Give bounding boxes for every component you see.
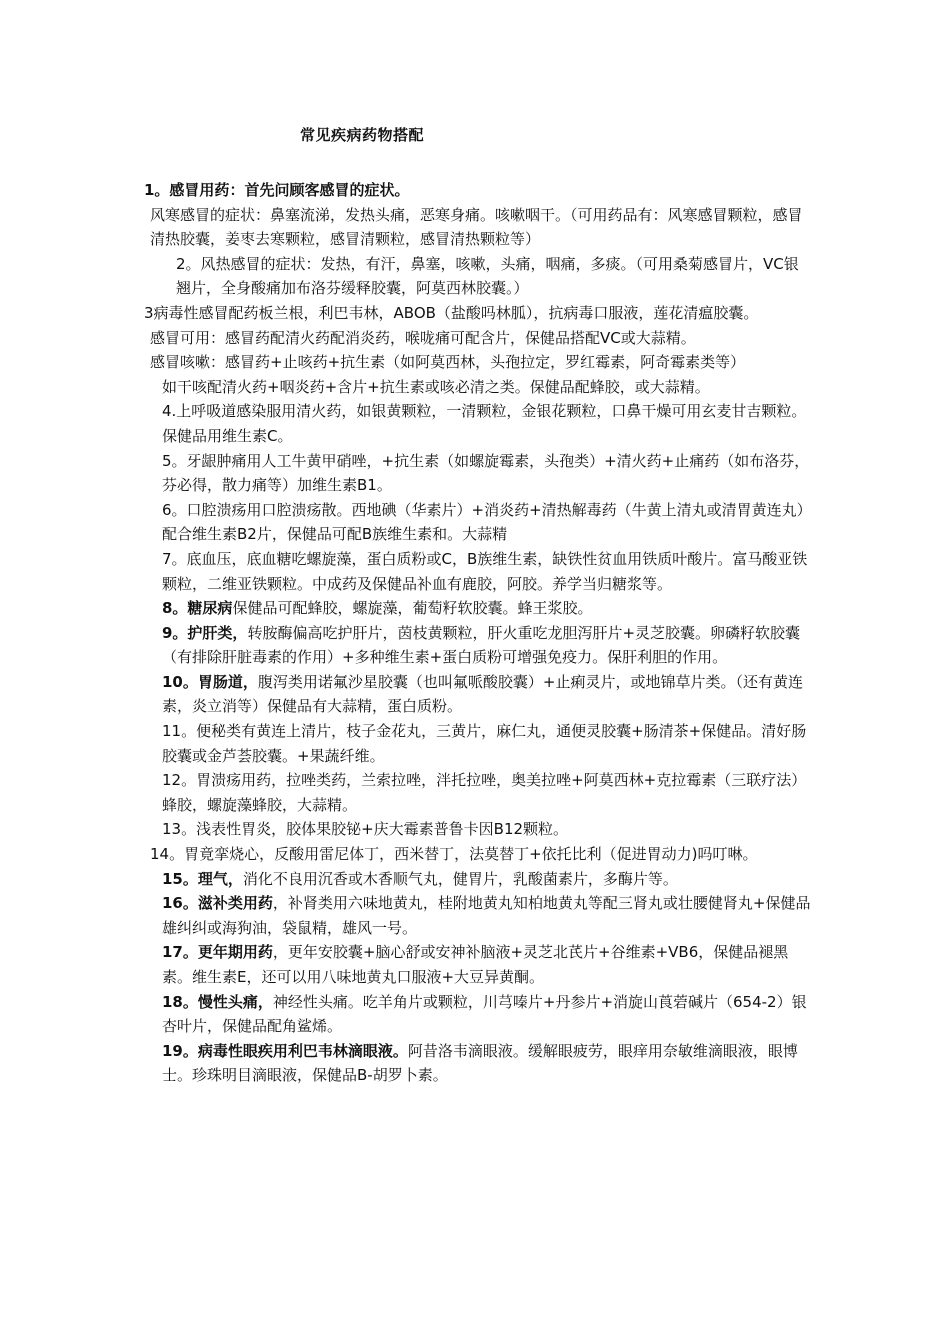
paragraph-text: 2。风热感冒的症状：发热，有汗，鼻塞，咳嗽，头痛，咽痛，多痰。（可用桑菊感冒片，VC银翘片，全身酸痛加布洛芬缓释胶囊，阿莫西林胶囊。） bbox=[176, 254, 799, 298]
paragraph bbox=[144, 768, 812, 817]
paragraph bbox=[144, 621, 812, 670]
paragraph bbox=[144, 449, 812, 498]
paragraph-heading: 8。糖尿病 bbox=[162, 599, 233, 618]
paragraph bbox=[144, 252, 812, 301]
document-title: 常见疾病药物搭配 bbox=[300, 126, 425, 144]
paragraph-heading: 17。更年期用药 bbox=[162, 943, 273, 962]
paragraph bbox=[144, 670, 812, 719]
paragraph bbox=[144, 350, 812, 375]
paragraph-heading: 9。护肝类， bbox=[162, 623, 248, 642]
paragraph-text: 12。胃溃疡用药，拉唑类药，兰索拉唑，泮托拉唑，奥美拉唑+阿莫西林+克拉霉素（三联疗法）蜂胶，螺旋藻蜂胶，大蒜精。 bbox=[162, 771, 807, 814]
paragraph-text: 5。牙龈肿痛用人工牛黄甲硝唑，+抗生素（如螺旋霉素，头孢类）+清火药+止痛药（如布洛芬，芬必得，散力痛等）加维生素B1。 bbox=[162, 451, 810, 495]
paragraph-heading: 18。慢性头痛， bbox=[162, 992, 273, 1011]
paragraph-text: 神经性头痛。吃羊角片或颗粒，川芎嗪片+丹参片+消旋山莨菪碱片（654-2）银杏叶片，保健品配角鲨烯。 bbox=[162, 992, 807, 1036]
paragraph-text: 感冒可用：感冒药配清火药配消炎药，喉咙痛可配含片，保健品搭配VC或大蒜精。 bbox=[150, 328, 696, 347]
paragraph-text: 11。便秘类有黄连上清片，枝子金花丸，三黄片，麻仁丸，通便灵胶囊+肠清茶+保健品。清好肠胶囊或金芦荟胶囊。+果蔬纤维。 bbox=[162, 722, 807, 765]
paragraph bbox=[144, 867, 812, 892]
paragraph bbox=[144, 301, 812, 326]
paragraph bbox=[144, 203, 812, 252]
paragraph-text: 腹泻类用诺氟沙星胶囊（也叫氟哌酸胶囊）+止痢灵片，或地锦草片类。（还有黄连素，炎立消等）保健品有大蒜精，蛋白质粉。 bbox=[162, 672, 803, 716]
paragraph bbox=[144, 1039, 812, 1088]
paragraph-text: 风寒感冒的症状：鼻塞流涕，发热头痛，恶寒身痛。咳嗽咽干。（可用药品有：风寒感冒颗粒，感冒清热胶囊，姜枣去寒颗粒，感冒清颗粒，感冒清热颗粒等） bbox=[150, 205, 803, 249]
paragraph-text: 3病毒性感冒配药板兰根，利巴韦林，ABOB（盐酸吗林胍），抗病毒口服液，莲花清瘟胶囊。 bbox=[144, 303, 759, 322]
paragraph-text: 感冒咳嗽：感冒药+止咳药+抗生素（如阿莫西林，头孢拉定，罗红霉素，阿奇霉素类等） bbox=[150, 353, 746, 372]
paragraph-heading: 1。感冒用药：首先问顾客感冒的症状。 bbox=[144, 181, 410, 199]
paragraph-heading: 15。理气， bbox=[162, 869, 243, 888]
paragraph-heading: 16。滋补类用药 bbox=[162, 894, 273, 913]
document-body bbox=[144, 178, 812, 1088]
paragraph-text: 消化不良用沉香或木香顺气丸，健胃片，乳酸菌素片，多酶片等。 bbox=[242, 869, 678, 888]
paragraph-heading: 19。病毒性眼疾用利巴韦林滴眼液。 bbox=[162, 1041, 408, 1060]
paragraph bbox=[144, 719, 812, 768]
paragraph bbox=[144, 817, 812, 842]
paragraph-text: ，更年安胶囊+脑心舒或安神补脑液+灵芝北芪片+谷维素+VB6，保健品褪黑素。维生素E，还可以用八味地黄丸口服液+大豆异黄酮。 bbox=[162, 943, 789, 986]
paragraph bbox=[144, 178, 812, 203]
paragraph bbox=[144, 547, 812, 596]
paragraph-text: 阿昔洛韦滴眼液。缓解眼疲劳，眼痒用奈敏维滴眼液，眼博士。珍珠明目滴眼液，保健品B-胡罗卜素。 bbox=[162, 1041, 798, 1085]
paragraph-text: 转胺酶偏高吃护肝片，茵枝黄颗粒，肝火重吃龙胆泻肝片+灵芝胶囊。卵磷籽软胶囊（有排除肝脏毒素的作用）+多种维生素+蛋白质粉可增强免疫力。保肝利胆的作用。 bbox=[162, 623, 801, 667]
paragraph bbox=[144, 596, 812, 621]
paragraph-text: 4.上呼吸道感染服用清火药，如银黄颗粒，一清颗粒，金银花颗粒，口鼻干燥可用玄麦甘吉颗粒。保健品用维生素C。 bbox=[162, 402, 807, 445]
paragraph bbox=[144, 399, 812, 448]
paragraph bbox=[144, 326, 812, 351]
paragraph-text: 6。口腔溃疡用口腔溃疡散。西地碘（华素片）+消炎药+清热解毒药（牛黄上清丸或清胃黄连丸）配合维生素B2片，保健品可配B族维生素和。大蒜精 bbox=[162, 500, 812, 544]
paragraph bbox=[144, 990, 812, 1039]
paragraph-text: 保健品可配蜂胶，螺旋藻，葡萄籽软胶囊。蜂王浆胶。 bbox=[232, 599, 593, 618]
paragraph bbox=[144, 498, 812, 547]
paragraph bbox=[144, 940, 812, 989]
paragraph-text: ，补肾类用六味地黄丸，桂附地黄丸知柏地黄丸等配三肾丸或壮腰健肾丸+保健品雄纠纠或海狗油，袋鼠精，雄风一号。 bbox=[162, 894, 811, 937]
paragraph-text: 13。浅表性胃炎，胶体果胶铋+庆大霉素普鲁卡因B12颗粒。 bbox=[162, 820, 569, 839]
paragraph-text: 14。胃竟挛烧心，反酸用雷尼体丁，西米替丁，法莫替丁+依托比利（促进胃动力)吗叮啉。 bbox=[150, 845, 758, 864]
paragraph-text: 如干咳配清火药+咽炎药+含片+抗生素或咳必清之类。保健品配蜂胶，或大蒜精。 bbox=[162, 377, 710, 396]
paragraph bbox=[144, 891, 812, 940]
paragraph-text: 7。底血压，底血糖吃螺旋藻，蛋白质粉或C，B族维生素，缺铁性贫血用铁质叶酸片。富马酸亚铁颗粒，二维亚铁颗粒。中成药及保健品补血有鹿胶，阿胶。养学当归糖浆等。 bbox=[162, 549, 808, 593]
paragraph-heading: 10。胃肠道， bbox=[162, 672, 258, 691]
paragraph bbox=[144, 842, 812, 867]
paragraph bbox=[144, 375, 812, 400]
